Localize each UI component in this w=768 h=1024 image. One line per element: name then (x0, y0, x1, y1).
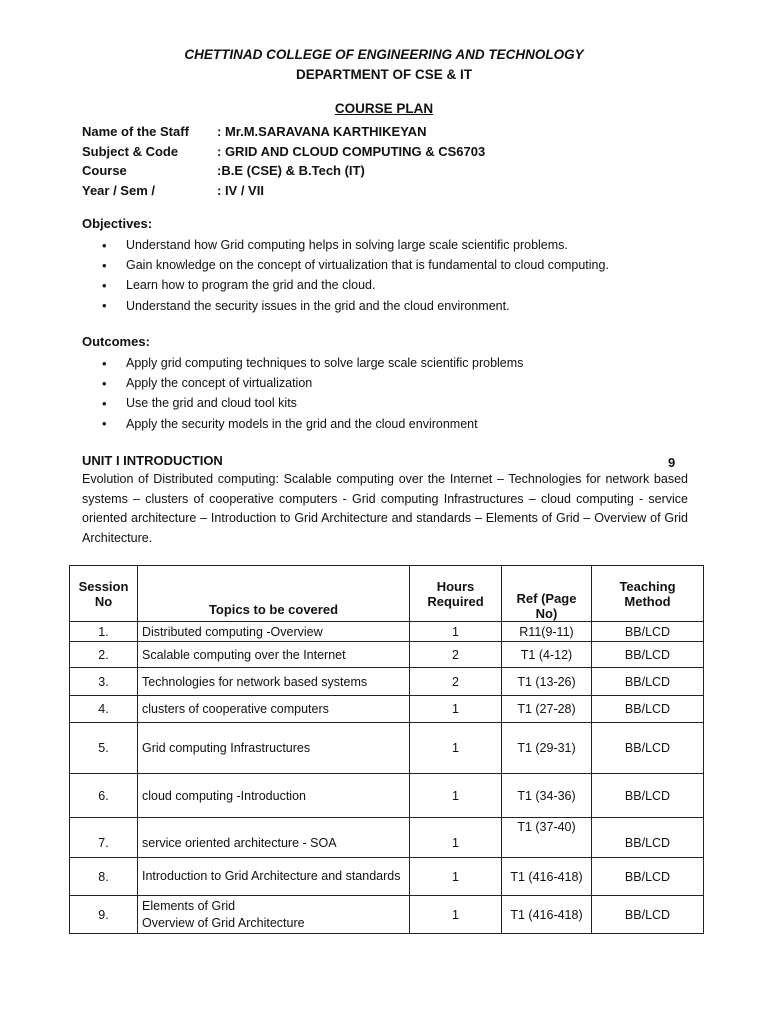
bullet-icon: • (102, 355, 107, 371)
cell-topic: Technologies for network based systems (138, 668, 410, 696)
unit-title: UNIT I INTRODUCTION (82, 453, 223, 468)
college-name: CHETTINAD COLLEGE OF ENGINEERING AND TECHNOLOGY (184, 47, 584, 62)
list-item: • Apply the security models in the grid and the cloud environment (102, 416, 478, 432)
bullet-icon: • (102, 416, 107, 432)
cell-method: BB/LCD (592, 723, 704, 774)
list-item: • Use the grid and cloud tool kits (102, 395, 297, 411)
cell-hours: 1 (410, 896, 502, 934)
unit-description: Evolution of Distributed computing: Scalable computing over the Internet – Technologies for network based systems – clusters of cooperative computers - Grid computing Infrastructures – cloud computing - service oriented architecture – Introduction to Grid Architecture and standards – Elements of Grid – Overview of Grid Architecture. (82, 472, 688, 545)
cell-method: BB/LCD (592, 896, 704, 934)
cell-ref: T1 (34-36) (502, 774, 592, 818)
cell-ref: T1 (27-28) (502, 696, 592, 723)
cell-method: BB/LCD (592, 622, 704, 642)
meta-row (82, 161, 485, 181)
meta-value: : Mr.M.SARAVANA KARTHIKEYAN (217, 124, 427, 140)
list-item: • Understand the security issues in the grid and the cloud environment. (102, 298, 510, 314)
cell-no: 8. (70, 858, 138, 896)
cell-ref: R11(9-11) (502, 622, 592, 642)
document-title: COURSE PLAN (334, 101, 434, 116)
objectives-title: Objectives: (82, 216, 153, 231)
cell-hours: 1 (410, 774, 502, 818)
meta-row (82, 122, 485, 142)
cell-no: 1. (70, 622, 138, 642)
table-row (70, 774, 704, 818)
list-item: • Learn how to program the grid and the cloud. (102, 277, 376, 293)
list-item: • Understand how Grid computing helps in solving large scale scientific problems. (102, 237, 568, 253)
department-name: DEPARTMENT OF CSE & IT (295, 67, 472, 82)
cell-hours: 1 (410, 818, 502, 858)
bullet-icon: • (102, 237, 107, 253)
outcomes-list (102, 353, 523, 434)
cell-topic: service oriented architecture - SOA (138, 818, 410, 858)
cell-topic: Grid computing Infrastructures (138, 723, 410, 774)
bullet-icon: • (102, 298, 107, 314)
cell-hours: 2 (410, 642, 502, 668)
session-table (69, 565, 704, 934)
meta-value: :B.E (CSE) & B.Tech (IT) (217, 163, 365, 179)
cell-method: BB/LCD (592, 818, 704, 858)
cell-ref: T1 (37-40) (502, 818, 592, 858)
table-row (70, 896, 704, 934)
cell-topic: Scalable computing over the Internet (138, 642, 410, 668)
bullet-icon: • (102, 395, 107, 411)
table-row (70, 723, 704, 774)
header-session: Session No (70, 566, 138, 622)
cell-method: BB/LCD (592, 668, 704, 696)
cell-no: 3. (70, 668, 138, 696)
table-header-row (70, 566, 704, 622)
meta-key: Name of the Staff (82, 124, 189, 140)
meta-value: : IV / VII (217, 182, 264, 198)
cell-ref: T1 (29-31) (502, 723, 592, 774)
meta-key: Year / Sem / (82, 182, 155, 198)
meta-key: Course (82, 163, 127, 179)
cell-no: 6. (70, 774, 138, 818)
cell-ref: T1 (13-26) (502, 668, 592, 696)
cell-topic: Elements of Grid Overview of Grid Architecture (138, 896, 410, 934)
bullet-icon: • (102, 257, 107, 273)
table-row (70, 696, 704, 723)
unit-hours: 9 (668, 455, 676, 470)
list-item: • Apply grid computing techniques to solve large scale scientific problems (102, 355, 524, 371)
table-row (70, 668, 704, 696)
cell-no: 4. (70, 696, 138, 723)
list-item: • Apply the concept of virtualization (102, 375, 313, 391)
outcomes-title: Outcomes: (82, 334, 150, 349)
header-method: Teaching Method (592, 566, 704, 622)
cell-ref: T1 (4-12) (502, 642, 592, 668)
cell-method: BB/LCD (592, 642, 704, 668)
cell-topic: Distributed computing -Overview (138, 622, 410, 642)
cell-ref: T1 (416-418) (502, 896, 592, 934)
cell-hours: 1 (410, 622, 502, 642)
list-item: • Gain knowledge on the concept of virtualization that is fundamental to cloud computing. (102, 257, 609, 273)
header-hours: Hours Required (410, 566, 502, 622)
cell-hours: 1 (410, 858, 502, 896)
objectives-list (102, 235, 609, 316)
header-ref: Ref (Page No) (502, 566, 592, 622)
meta-value: : GRID AND CLOUD COMPUTING & CS6703 (217, 143, 486, 159)
cell-topic: cloud computing -Introduction (138, 774, 410, 818)
cell-no: 2. (70, 642, 138, 668)
header-topics: Topics to be covered (138, 566, 410, 622)
table-row (70, 858, 704, 896)
course-meta (82, 122, 485, 200)
meta-row (82, 142, 485, 162)
cell-method: BB/LCD (592, 774, 704, 818)
cell-method: BB/LCD (592, 858, 704, 896)
cell-ref: T1 (416-418) (502, 858, 592, 896)
table-row (70, 818, 704, 858)
meta-row (82, 181, 485, 201)
cell-hours: 2 (410, 668, 502, 696)
cell-hours: 1 (410, 723, 502, 774)
table-row (70, 642, 704, 668)
cell-no: 5. (70, 723, 138, 774)
cell-no: 7. (70, 818, 138, 858)
table-row (70, 622, 704, 642)
bullet-icon: • (102, 277, 107, 293)
cell-topic: Introduction to Grid Architecture and standards (138, 858, 410, 896)
bullet-icon: • (102, 375, 107, 391)
meta-key: Subject & Code (82, 143, 179, 159)
cell-method: BB/LCD (592, 696, 704, 723)
cell-topic: clusters of cooperative computers (138, 696, 410, 723)
cell-hours: 1 (410, 696, 502, 723)
cell-no: 9. (70, 896, 138, 934)
